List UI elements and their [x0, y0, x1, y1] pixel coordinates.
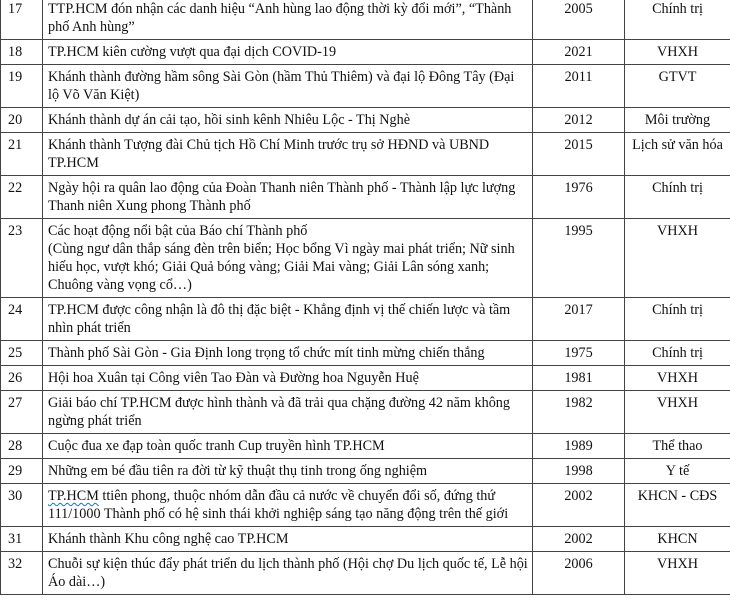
table-row: [1, 0, 730, 40]
event-description: Chuỗi sự kiện thúc đẩy phát triển du lịch thành phố (Hội chợ Du lịch quốc tế, Lễ hội Áo dài…): [43, 552, 533, 595]
row-number: 17: [1, 0, 43, 40]
table-row: [1, 366, 730, 391]
row-number: 18: [1, 40, 43, 65]
row-number: 20: [1, 108, 43, 133]
event-year: 2017: [533, 298, 625, 341]
event-description: TP.HCM được công nhận là đô thị đặc biệt - Khẳng định vị thế chiến lược và tầm nhìn phát triển: [43, 298, 533, 341]
event-description: Hội hoa Xuân tại Công viên Tao Đàn và Đường hoa Nguyễn Huệ: [43, 366, 533, 391]
table-row: [1, 219, 730, 298]
row-number: 27: [1, 391, 43, 434]
table-row: [1, 391, 730, 434]
row-number: 28: [1, 434, 43, 459]
table-row: [1, 133, 730, 176]
event-description: Khánh thành dự án cải tạo, hồi sinh kênh Nhiêu Lộc - Thị Nghè: [43, 108, 533, 133]
event-year: 1998: [533, 459, 625, 484]
event-category: Chính trị: [625, 298, 730, 341]
event-lead-word: TP.HCM: [48, 488, 99, 504]
event-category: Thể thao: [625, 434, 730, 459]
row-number: 30: [1, 484, 43, 527]
event-category: VHXH: [625, 391, 730, 434]
event-description: Ngày hội ra quân lao động của Đoàn Thanh niên Thành phố - Thành lập lực lượng Thanh niên Xung phong Thành phố: [43, 176, 533, 219]
event-category: GTVT: [625, 65, 730, 108]
row-number: 24: [1, 298, 43, 341]
event-category: Y tế: [625, 459, 730, 484]
event-year: 2006: [533, 552, 625, 595]
event-year: 2021: [533, 40, 625, 65]
event-category: VHXH: [625, 219, 730, 298]
event-year: 2011: [533, 65, 625, 108]
table-row: [1, 434, 730, 459]
row-number: 32: [1, 552, 43, 595]
table-row: [1, 552, 730, 595]
event-category: VHXH: [625, 40, 730, 65]
event-year: 1982: [533, 391, 625, 434]
table-row: [1, 176, 730, 219]
event-year: 2012: [533, 108, 625, 133]
event-description: TP.HCM kiên cường vượt qua đại dịch COVID-19: [43, 40, 533, 65]
row-number: 22: [1, 176, 43, 219]
event-description: Khánh thành đường hầm sông Sài Gòn (hầm Thủ Thiêm) và đại lộ Đông Tây (Đại lộ Võ Văn Kiệt): [43, 65, 533, 108]
table-row: [1, 298, 730, 341]
event-year: 2005: [533, 0, 625, 40]
event-category: Lịch sử văn hóa: [625, 133, 730, 176]
event-detail: (Cùng ngư dân thắp sáng đèn trên biển; Học bổng Vì ngày mai phát triển; Nữ sinh hiếu học, vượt khó; Giải Quả bóng vàng; Giải Mai vàng; Giải Lân sóng xanh; Chuông vàng vọng cổ…): [48, 241, 515, 293]
row-number: 25: [1, 341, 43, 366]
event-year: 1995: [533, 219, 625, 298]
event-category: Chính trị: [625, 176, 730, 219]
event-description: Cuộc đua xe đạp toàn quốc tranh Cup truyền hình TP.HCM: [43, 434, 533, 459]
event-description: Thành phố Sài Gòn - Gia Định long trọng tổ chức mít tinh mừng chiến thắng: [43, 341, 533, 366]
table-row: [1, 65, 730, 108]
row-number: 26: [1, 366, 43, 391]
row-number: 19: [1, 65, 43, 108]
table-row: [1, 108, 730, 133]
table-row: [1, 40, 730, 65]
event-description: Khánh thành Khu công nghệ cao TP.HCM: [43, 527, 533, 552]
event-year: 2002: [533, 484, 625, 527]
event-category: KHCN - CĐS: [625, 484, 730, 527]
event-description-cell: [43, 484, 533, 527]
table-row: [1, 459, 730, 484]
event-year: 2015: [533, 133, 625, 176]
event-year: 2002: [533, 527, 625, 552]
row-number: 23: [1, 219, 43, 298]
event-description: Các hoạt động nổi bật của Báo chí Thành phố: [48, 223, 308, 239]
event-description-cell: [43, 219, 533, 298]
event-description: ttiên phong, thuộc nhóm dẫn đầu cả nước về chuyển đổi số, đứng thứ 111/1000 Thành phố có hệ sinh thái khởi nghiệp sáng tạo năng động trên thế giới: [48, 488, 509, 522]
table-row: [1, 341, 730, 366]
event-category: Môi trường: [625, 108, 730, 133]
event-description: Giải báo chí TP.HCM được hình thành và đã trải qua chặng đường 42 năm không ngừng phát triển: [43, 391, 533, 434]
event-category: KHCN: [625, 527, 730, 552]
row-number: 21: [1, 133, 43, 176]
table-row: [1, 527, 730, 552]
table-row: [1, 484, 730, 527]
event-description: TTP.HCM đón nhận các danh hiệu “Anh hùng lao động thời kỳ đổi mới”, “Thành phố Anh hùng”: [43, 0, 533, 40]
event-year: 1981: [533, 366, 625, 391]
row-number: 29: [1, 459, 43, 484]
event-year: 1989: [533, 434, 625, 459]
event-category: VHXH: [625, 552, 730, 595]
event-category: Chính trị: [625, 0, 730, 40]
row-number: 31: [1, 527, 43, 552]
event-year: 1975: [533, 341, 625, 366]
event-description: Khánh thành Tượng đài Chủ tịch Hồ Chí Minh trước trụ sở HĐND và UBND TP.HCM: [43, 133, 533, 176]
event-category: Chính trị: [625, 341, 730, 366]
event-category: VHXH: [625, 366, 730, 391]
event-year: 1976: [533, 176, 625, 219]
event-description: Những em bé đầu tiên ra đời từ kỹ thuật thụ tinh trong ống nghiệm: [43, 459, 533, 484]
